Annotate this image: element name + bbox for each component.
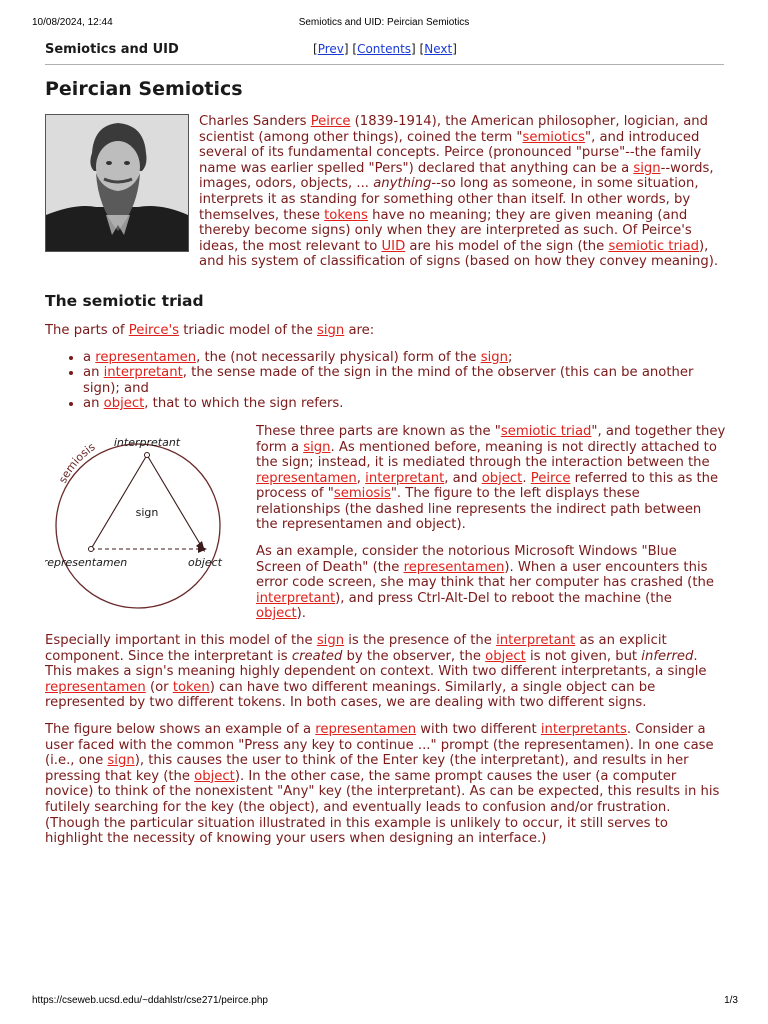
sign-link[interactable]: sign — [316, 633, 345, 649]
interpretant-label: interpretant — [113, 435, 181, 449]
peirce-link[interactable]: Peirce — [310, 114, 351, 129]
contents-link[interactable]: Contents — [357, 42, 412, 56]
interpretant-link[interactable]: interpretant — [496, 633, 576, 649]
list-item: • an object, that to which the sign refers. — [83, 396, 726, 412]
sign-link[interactable]: sign — [317, 322, 345, 338]
peirces-link[interactable]: Peirce's — [128, 322, 179, 338]
interpretant-link[interactable]: interpretant — [365, 470, 445, 486]
uid-link[interactable]: UID — [381, 238, 406, 254]
triad-parts-list — [45, 350, 726, 412]
representamen-link[interactable]: representamen — [45, 679, 146, 695]
bsod-example-paragraph: As an example, consider the notorious Microsoft Windows "Blue Screen of Death" (the representamen). When a user encounters this error code screen, she may think that her computer has crashed (the interpretant), and press Ctrl-Alt-Del to reboot the machine (the object). — [256, 544, 714, 622]
nav-links: [Prev] [Contents] [Next] — [313, 42, 457, 56]
representamen-label: representamen — [45, 555, 128, 569]
interpretants-link[interactable]: interpretants — [540, 722, 627, 737]
print-footer — [0, 995, 768, 1009]
interpretant-link[interactable]: interpretant — [103, 365, 183, 381]
next-link[interactable]: Next — [424, 42, 453, 56]
site-header — [45, 38, 724, 65]
page-title: Peircian Semiotics — [45, 78, 243, 100]
print-url: https://cseweb.ucsd.edu/~ddahlstr/cse271/peirce.php — [32, 995, 268, 1006]
representamen-link[interactable]: representamen — [403, 559, 505, 575]
any-key-example-paragraph: The figure below shows an example of a representamen with two different interpretants. Consider a user faced with the common "Press any key to continue ..." prompt (the representamen). In one case (i.e., one sign), this causes the user to think of the Enter key (the interpretant), and results in her pressing that key (the object). In the other case, the same prompt causes the user (a computer novice) to think of the nonexistent "Any" key (the interpretant). As can be expected, this results in his futilely searching for the key (the object), and eventually leads to confusion and/or frustration. (Though the particular situation illustrated in this example is unlikely to occur, it still serves to highlight the necessity of knowing your users when designing an interface.) — [45, 722, 720, 847]
tokens-link[interactable]: tokens — [324, 207, 368, 223]
sign-link[interactable]: sign — [107, 753, 135, 769]
semiotic-triad-link[interactable]: semiotic triad — [608, 238, 700, 254]
interpretant-link[interactable]: interpretant — [256, 590, 336, 606]
sign-link[interactable]: sign — [303, 439, 331, 455]
print-page-number: 1/3 — [724, 995, 738, 1006]
representamen-link[interactable]: representamen — [315, 722, 417, 737]
semiotic-triad-diagram — [45, 424, 231, 610]
print-date: 10/08/2024, 12:44 — [32, 17, 113, 28]
print-title: Semiotics and UID: Peircian Semiotics — [298, 17, 470, 28]
object-link[interactable]: object — [481, 470, 523, 486]
intro-paragraph: Charles Sanders Peirce (1839-1914), the American philosopher, logician, and scientist (among other things), coined the term "semiotics", and introduced several of its fundamental concepts. Peirce (pronounced "purse"--the family name was earlier spelled "Pers") declared that anything can be a sign--words, images, odors, objects, ... anything--so long as someone, in some situation, interprets it as standing for something other than itself. In other words, by themselves, these tokens have no meaning; they are given meaning (and thereby become signs) only when they are interpreted as such. Of Peirce's ideas, the most relevant to UID are his model of the sign (the semiotic triad), and his system of classification of signs (based on how they convey meaning). — [199, 114, 719, 270]
sign-link[interactable]: sign — [480, 349, 508, 365]
interpretant-importance-paragraph: Especially important in this model of the sign is the presence of the interpretant as an explicit component. Since the interpretant is created by the observer, the object is not given, but inferred. This makes a sign's meaning highly dependent on context. With two different interpretants, a single representamen (or token) can have two different meanings. Similarly, a single object can be represented by two different tokens. In both cases, we are dealing with two different signs. — [45, 633, 707, 711]
token-link[interactable]: token — [172, 679, 210, 695]
triangle-left-edge — [91, 455, 147, 549]
site-title: Semiotics and UID — [45, 42, 179, 57]
parts-intro-paragraph: The parts of Peirce's triadic model of the sign are: — [45, 322, 375, 338]
object-link[interactable]: object — [485, 648, 526, 664]
sign-link[interactable]: sign — [633, 160, 661, 176]
semiotic-triad-link[interactable]: semiotic triad — [500, 423, 592, 439]
object-link[interactable]: object — [194, 768, 235, 784]
semiotics-link[interactable]: semiotics — [522, 129, 585, 145]
sign-label: sign — [135, 505, 159, 519]
list-item: • a representamen, the (not necessarily physical) form of the sign; — [83, 350, 726, 366]
list-item: • an interpretant, the sense made of the sign in the mind of the observer (this can be another sign); and — [83, 365, 726, 396]
representamen-link[interactable]: representamen — [95, 349, 197, 365]
object-link[interactable]: object — [103, 396, 145, 412]
triangle-right-edge — [147, 455, 203, 549]
print-header — [0, 17, 768, 31]
peirce-link[interactable]: Peirce — [530, 470, 571, 486]
triad-explanation-paragraph: These three parts are known as the "semiotic triad", and together they form a sign. As mentioned before, meaning is not directly attached to the sign; instead, it is mediated through the interaction between the representamen, interpretant, and object. Peirce referred to this as the process of "semiosis". The figure to the left displays these relationships (the dashed line represents the indirect path between the representamen and object). — [256, 423, 726, 533]
semiosis-link[interactable]: semiosis — [333, 486, 391, 502]
semiosis-label: semiosis — [56, 440, 98, 486]
representamen-link[interactable]: representamen — [256, 470, 357, 486]
semiosis-circle — [56, 444, 220, 608]
prev-link[interactable]: Prev — [317, 42, 344, 56]
object-link[interactable]: object — [256, 606, 297, 622]
main-content — [45, 76, 726, 858]
object-label: object — [188, 555, 222, 569]
peirce-portrait-image — [45, 114, 189, 252]
section-heading: The semiotic triad — [45, 291, 204, 310]
